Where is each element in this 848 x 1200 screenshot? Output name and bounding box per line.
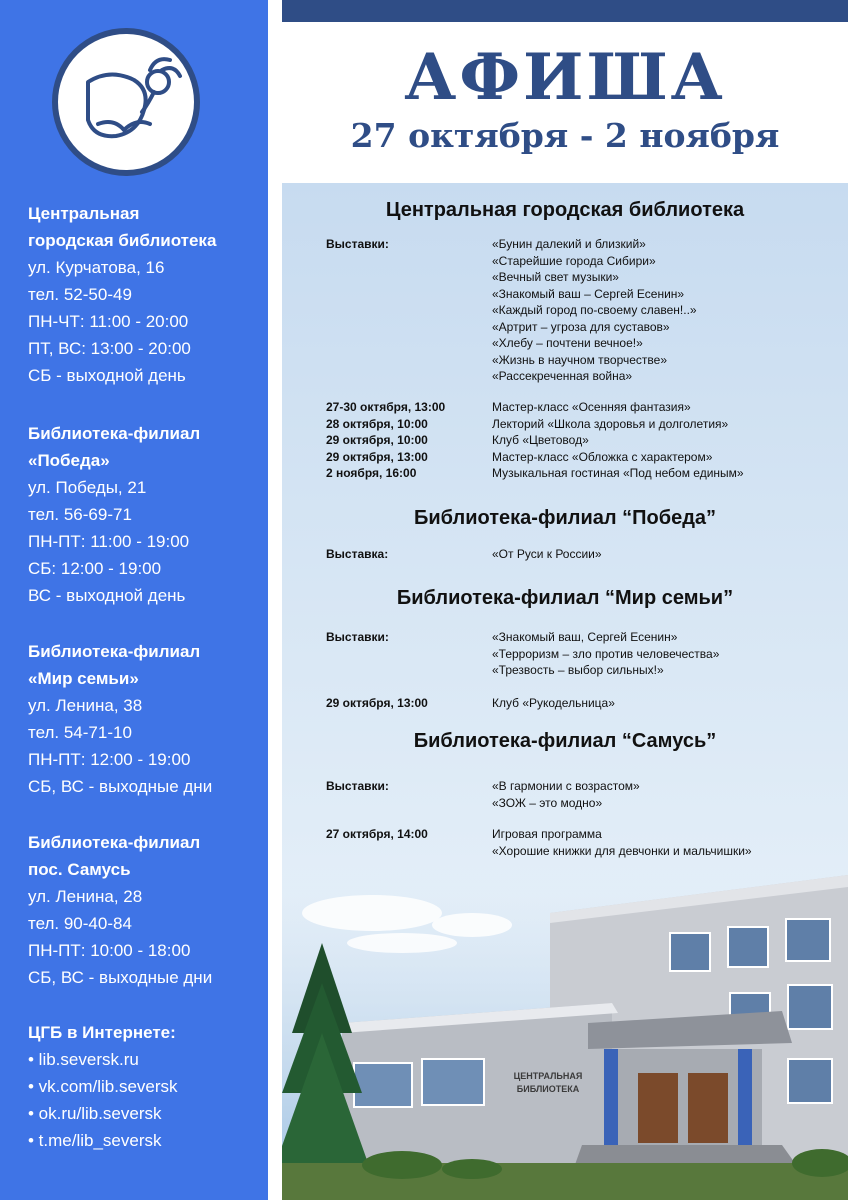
library-hours: СБ: 12:00 - 19:00 [28,559,162,578]
schedule-area [282,183,848,1200]
section-title-samus: Библиотека-филиал “Самусь” [413,730,717,752]
library-hours: ПН-ЧТ: 11:00 - 20:00 [28,312,189,331]
exhibit-item: «Трезвость – выбор сильных!» [492,663,664,677]
exhibits-list [492,546,602,563]
sidebar [0,0,268,1200]
library-name: пос. Самусь [28,860,131,879]
library-card-mir-semi [28,638,263,800]
library-hours: ПТ, ВС: 13:00 - 20:00 [28,339,191,358]
library-name: Библиотека-филиал [28,833,201,852]
event-dates [326,399,445,482]
library-hours: СБ, ВС - выходные дни [28,968,213,987]
library-address: ул. Курчатова, 16 [28,258,165,277]
event-dates [326,826,428,843]
library-phone: тел. 52-50-49 [28,285,132,304]
internet-title: ЦГБ в Интернете: [28,1023,176,1042]
building-sign: ЦЕНТРАЛЬНАЯ [513,1071,583,1081]
library-phone: тел. 90-40-84 [28,914,132,933]
library-address: ул. Ленина, 28 [28,887,143,906]
event-names [492,399,744,482]
exhibit-item: «Артрит – угроза для суставов» [492,319,670,334]
exhibit-item: «Знакомый ваш – Сергей Есенин» [492,286,685,301]
main-panel [282,0,848,1200]
library-hours: СБ, ВС - выходные дни [28,777,213,796]
exhibits-label: Выставки: [326,237,389,251]
exhibit-item: «Хлебу – почтени вечное!» [492,336,643,350]
exhibits-list [492,236,697,385]
exhibit-item: «Терроризм – зло против человечества» [492,646,720,661]
section-title-central: Центральная городская библиотека [385,199,745,221]
exhibit-item: «Старейшие города Сибири» [492,253,656,268]
section-title-mir-semi: Библиотека-филиал “Мир семьи” [396,587,734,609]
date-range: 27 октября - 2 ноября [350,116,780,155]
event-date: 27 октября, 14:00 [326,827,428,841]
exhibits-label: Выставка: [326,547,389,561]
library-building-photo [282,873,848,1200]
page-title: АФИША [404,40,726,115]
reader-book-icon [58,34,194,170]
library-hours: ПН-ПТ: 12:00 - 19:00 [28,750,191,769]
exhibit-item: «От Руси к России» [492,547,602,561]
library-name: Центральная [28,204,140,223]
event-name: Мастер-класс «Осенняя фантазия» [492,400,691,414]
library-name: городская библиотека [28,231,217,250]
link-ok[interactable]: • ok.ru/lib.seversk [28,1104,162,1123]
exhibit-item: «ЗОЖ – это модно» [492,795,603,810]
event-name: Музыкальная гостиная «Под небом единым» [492,466,744,480]
exhibit-item: «Вечный свет музыки» [492,270,619,284]
event-dates [326,695,428,712]
exhibit-item: «Рассекреченная война» [492,369,633,383]
library-hours: ВС - выходной день [28,586,186,605]
building-sign: БИБЛИОТЕКА [516,1084,580,1094]
library-name: «Победа» [28,451,110,470]
link-vk[interactable]: • vk.com/lib.seversk [28,1077,178,1096]
link-site[interactable]: • lib.seversk.ru [28,1050,139,1069]
exhibit-item: «Бунин далекий и близкий» [492,237,646,251]
exhibit-item: «Каждый город по-своему славен!..» [492,303,697,317]
library-phone: тел. 56-69-71 [28,505,132,524]
exhibits-label: Выставки: [326,630,389,644]
library-logo [52,28,200,176]
event-date: 28 октября, 10:00 [326,416,428,431]
library-hours: СБ - выходной день [28,366,186,385]
internet-links [28,1019,263,1154]
event-name: Мастер-класс «Обложка с характером» [492,449,713,464]
library-name: «Мир семьи» [28,669,139,688]
library-name: Библиотека-филиал [28,424,201,443]
event-names [492,826,752,859]
library-phone: тел. 54-71-10 [28,723,132,742]
exhibits-list [492,629,719,679]
event-date: 29 октября, 13:00 [326,449,428,464]
event-names [492,695,615,712]
event-name: Клуб «Цветовод» [492,433,589,447]
library-card-samus [28,829,263,991]
event-date: 29 октября, 13:00 [326,696,428,710]
library-hours: ПН-ПТ: 10:00 - 18:00 [28,941,191,960]
library-hours: ПН-ПТ: 11:00 - 19:00 [28,532,190,551]
exhibit-item: «Знакомый ваш, Сергей Есенин» [492,630,678,644]
section-title-pobeda: Библиотека-филиал “Победа” [413,507,717,529]
exhibits-list [492,778,640,811]
exhibits-label: Выставки: [326,779,389,793]
exhibit-item: «В гармонии с возрастом» [492,779,640,793]
event-date: 2 ноября, 16:00 [326,466,417,480]
event-name: Лекторий «Школа здоровья и долголетия» [492,416,729,431]
library-card-pobeda [28,420,263,609]
event-date: 29 октября, 10:00 [326,433,428,447]
event-name: Клуб «Рукодельница» [492,696,615,710]
event-name: «Хорошие книжки для девчонки и мальчишки» [492,843,752,858]
library-address: ул. Ленина, 38 [28,696,143,715]
event-date: 27-30 октября, 13:00 [326,400,446,414]
library-card-central [28,200,263,389]
exhibit-item: «Жизнь в научном творчестве» [492,352,668,367]
library-address: ул. Победы, 21 [28,478,147,497]
link-telegram[interactable]: • t.me/lib_seversk [28,1131,162,1150]
top-band [282,0,848,22]
library-name: Библиотека-филиал [28,642,201,661]
event-name: Игровая программа [492,827,602,841]
